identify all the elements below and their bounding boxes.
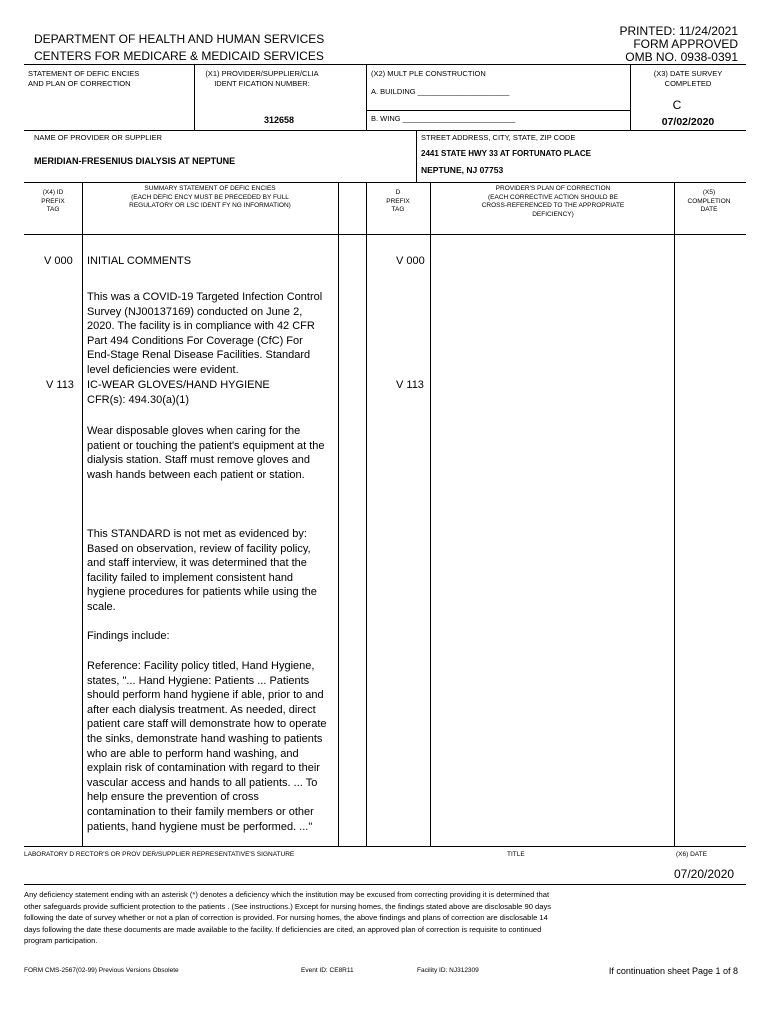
provider-label: NAME OF PROVIDER OR SUPPLIER [34,133,162,142]
paragraph-survey: This was a COVID-19 Targeted Infection Control Survey (NJ00137169) conducted on June 2, 2020. The facility is in compliance with 42 CFR Part 494 Conditions For Coverage (CfC) For End-Stage Renal Disease Facilities. Standard level deficiencies were evident. [87,291,323,376]
signature-bottom-border [24,884,746,885]
date-label: (X6) DATE [676,851,707,858]
form-approved: FORM APPROVED [633,37,738,51]
tag-v113: V 113 [46,379,74,391]
x5-header: (X5) COMPLETION DATE [687,189,731,213]
facility-id: Facility ID: NJ312309 [417,967,479,974]
printed-date: PRINTED: 11/24/2021 [619,24,738,38]
paragraph-standard: This STANDARD is not met as evidenced by: Based on observation, review of facility policy, and staff interview, it was determined that the facility failed to implement consistent hand hygiene procedures for patients while using the scale. [87,528,317,613]
divider [630,64,631,130]
tag-v000-right: V 000 [396,255,425,267]
department-name: DEPARTMENT OF HEALTH AND HUMAN SERVICES [34,32,325,46]
tag-v000: V 000 [44,255,73,267]
col-divider [430,182,431,846]
wing-field: B. WING ___________________________ [371,114,516,123]
paragraph-gloves: Wear disposable gloves when caring for the patient or touching the patient's equipment at the dialysis station. Staff must remove gloves and wash hands between each patient or station. [87,425,325,481]
paragraph-findings: Findings include: [87,630,170,642]
divider [24,182,746,183]
box-top-border [24,64,746,65]
divider [366,110,630,111]
divider [24,130,746,131]
x3-label: (X3) DATE SURVEY COMPLETED [653,69,723,88]
statement-label: STATEMENT OF DEFIC ENCIES AND PLAN OF CORRECTION [28,69,140,88]
col-divider [338,182,339,846]
x1-label: (X1) PROVIDER/SUPPLIER/CLIA IDENT FICATION NUMBER: [205,69,319,88]
plan-header: PROVIDER'S PLAN OF CORRECTION (EACH CORRECTIVE ACTION SHOULD BE CROSS-REFERENCED TO THE APPROPRIATE DEFICIENCY) [481,185,625,218]
disclaimer-text: Any deficiency statement ending with an asterisk (*) denotes a deficiency which the institution may be excused from correcting providing it is determined that other safeguards provide sufficient protection to the patients . (See instructions.) Except for nursing homes, the findings stated above are disclosable 90 days following the date of survey whether or not a plan of correction is provided. For nursing homes, the above findings and plans of correction are disclosable 14 days following the date these documents are made available to the facility. If deficiencies are cited, an approved plan of correction is requisite to continued program participation. [24,890,552,945]
signature-top-border [24,846,746,847]
address-label: STREET ADDRESS, CITY, STATE, ZIP CODE [421,133,576,142]
tag-v113-right: V 113 [396,379,424,391]
x1-value: 312658 [264,115,295,125]
header-bottom-border [24,234,746,235]
cfr-reference: CFR(s): 494.30(a)(1) [87,394,190,406]
address-line1: 2441 STATE HWY 33 AT FORTUNATO PLACE [421,149,591,158]
divider [366,64,367,130]
x2-label: (X2) MULT PLE CONSTRUCTION [371,69,486,78]
building-field: A. BUILDING ______________________ [371,87,510,96]
page-indicator: If continuation sheet Page 1 of 8 [608,966,738,976]
col-divider [82,182,83,846]
paragraph-reference: Reference: Facility policy titled, Hand Hygiene, states, "... Hand Hygiene: Patients ... Patients should perform hand hygiene if able, prior to and after each dialysis treatment. As needed, direct patient care staff will demonstrate how to operate the sinks, demonstrate hand washing to patients who are able to perform hand washing, and explain risk of contamination with regard to their vascular access and hands to all patients. ... To help ensure the prevention of cross contamination to their family members or other patients, hand hygiene must be performed. ..." [87,660,327,833]
x3-date: 07/02/2020 [661,116,715,128]
signature-label: LABORATORY D RECTOR'S OR PROV DER/SUPPLIER REPRESENTATIVE'S SIGNATURE [24,851,295,858]
divider [416,130,417,182]
entry-title-initial-comments: INITIAL COMMENTS [87,255,192,267]
address-line2: NEPTUNE, NJ 07753 [421,165,504,175]
x4-header: (X4) ID PREFIX TAG [41,189,65,213]
event-id: Event ID: CE8R11 [301,967,354,974]
omb-number: OMB NO. 0938-0391 [625,50,738,64]
form-number: FORM CMS-2567(02-99) Previous Versions Obsolete [24,967,179,974]
divider [194,64,195,130]
entry-title-hand-hygiene: IC-WEAR GLOVES/HAND HYGIENE [87,379,270,391]
x3-code: C [672,98,682,112]
signature-date: 07/20/2020 [674,867,735,881]
title-label: TITLE [507,851,525,858]
summary-header: SUMMARY STATEMENT OF DEFIC ENCIES (EACH DEFIC ENCY MUST BE PRECEDED BY FULL REGULATORY OR LSC IDENT FY NG INFORMATION) [129,185,291,209]
provider-name: MERIDIAN-FRESENIUS DIALYSIS AT NEPTUNE [34,156,236,166]
agency-name: CENTERS FOR MEDICARE & MEDICAID SERVICES [34,49,324,63]
id-prefix-header: D PREFIX TAG [386,189,410,213]
col-divider [366,182,367,846]
col-divider [674,182,675,846]
